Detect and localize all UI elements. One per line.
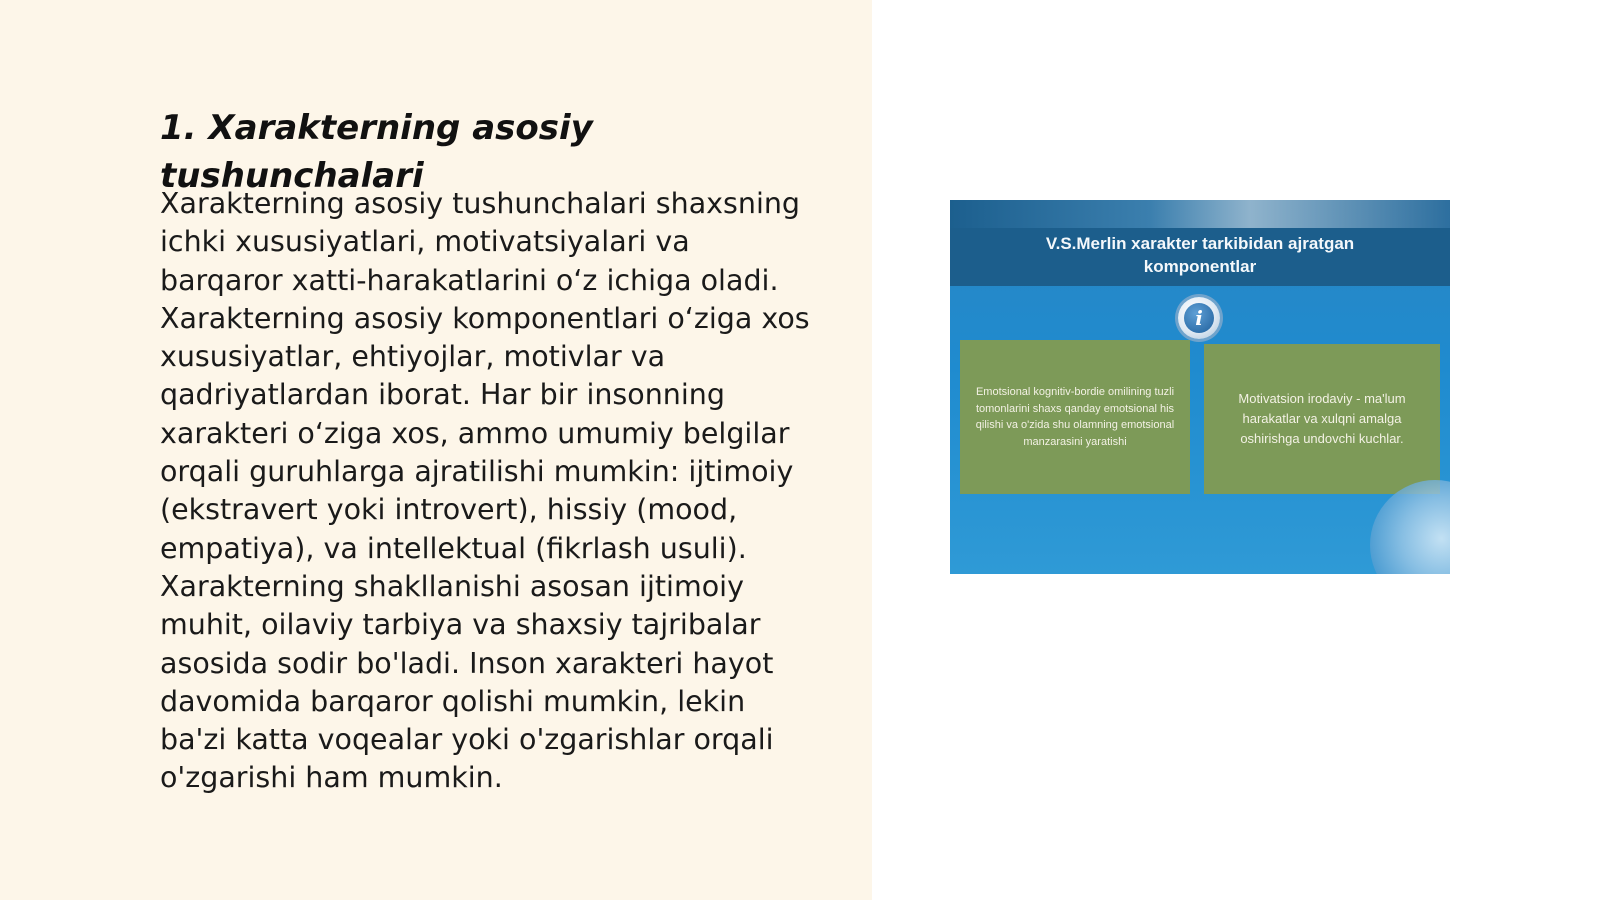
body-line: muhit, oilaviy tarbiya va shaxsiy tajribalar	[160, 608, 761, 642]
picture-left-box: Emotsional kognitiv-bordie omilining tuzli tomonlarini shaxs qanday emotsional his qilishi va o'zida shu olamning emotsional manzarasini yaratishi	[960, 340, 1190, 494]
body-line: o'zgarishi ham mumkin.	[160, 761, 503, 795]
picture-right-box: Motivatsion irodaviy - ma'lum harakatlar va xulqni amalga oshirishga undovchi kuchlar.	[1204, 344, 1440, 494]
body-line: qadriyatlardan iborat. Har bir insonning	[160, 378, 725, 412]
slide-body-text	[160, 185, 850, 798]
body-line: orqali guruhlarga ajratilishi mumkin: ijtimoiy	[160, 455, 794, 489]
embedded-picture	[950, 200, 1450, 574]
body-line: Xarakterning shakllanishi asosan ijtimoiy	[160, 569, 744, 603]
body-line: barqaror xatti-harakatlarini o‘z ichiga oladi.	[160, 263, 779, 297]
info-icon	[1178, 297, 1220, 339]
body-line: ichki xususiyatlari, motivatsiyalari va	[160, 225, 690, 259]
body-line: Xarakterning asosiy tushunchalari shaxsning	[160, 187, 801, 220]
body-line: ba'zi katta voqealar yoki o'zgarishlar orqali	[160, 723, 774, 757]
picture-title	[950, 232, 1450, 278]
body-line: davomida barqaror qolishi mumkin, lekin	[160, 684, 746, 718]
globe-decoration	[1370, 480, 1450, 574]
picture-top-strip	[950, 200, 1450, 230]
slide-heading: 1. Xarakterning asosiy tushunchalari	[160, 108, 593, 196]
body-line: empatiya), va intellektual (fikrlash usuli).	[160, 531, 747, 565]
picture-title-line2: komponentlar	[1143, 257, 1257, 276]
info-glyph: i	[1184, 303, 1214, 333]
body-line: asosida sodir bo'ladi. Inson xarakteri hayot	[160, 646, 774, 680]
body-line: (ekstravert yoki introvert), hissiy (mood,	[160, 493, 738, 527]
body-line: Xarakterning asosiy komponentlari o‘ziga xos	[160, 301, 810, 335]
body-line: xususiyatlar, ehtiyojlar, motivlar va	[160, 340, 666, 374]
body-line: xarakteri o‘ziga xos, ammo umumiy belgilar	[160, 416, 790, 450]
picture-title-line1: V.S.Merlin xarakter tarkibidan ajratgan	[1045, 234, 1355, 253]
